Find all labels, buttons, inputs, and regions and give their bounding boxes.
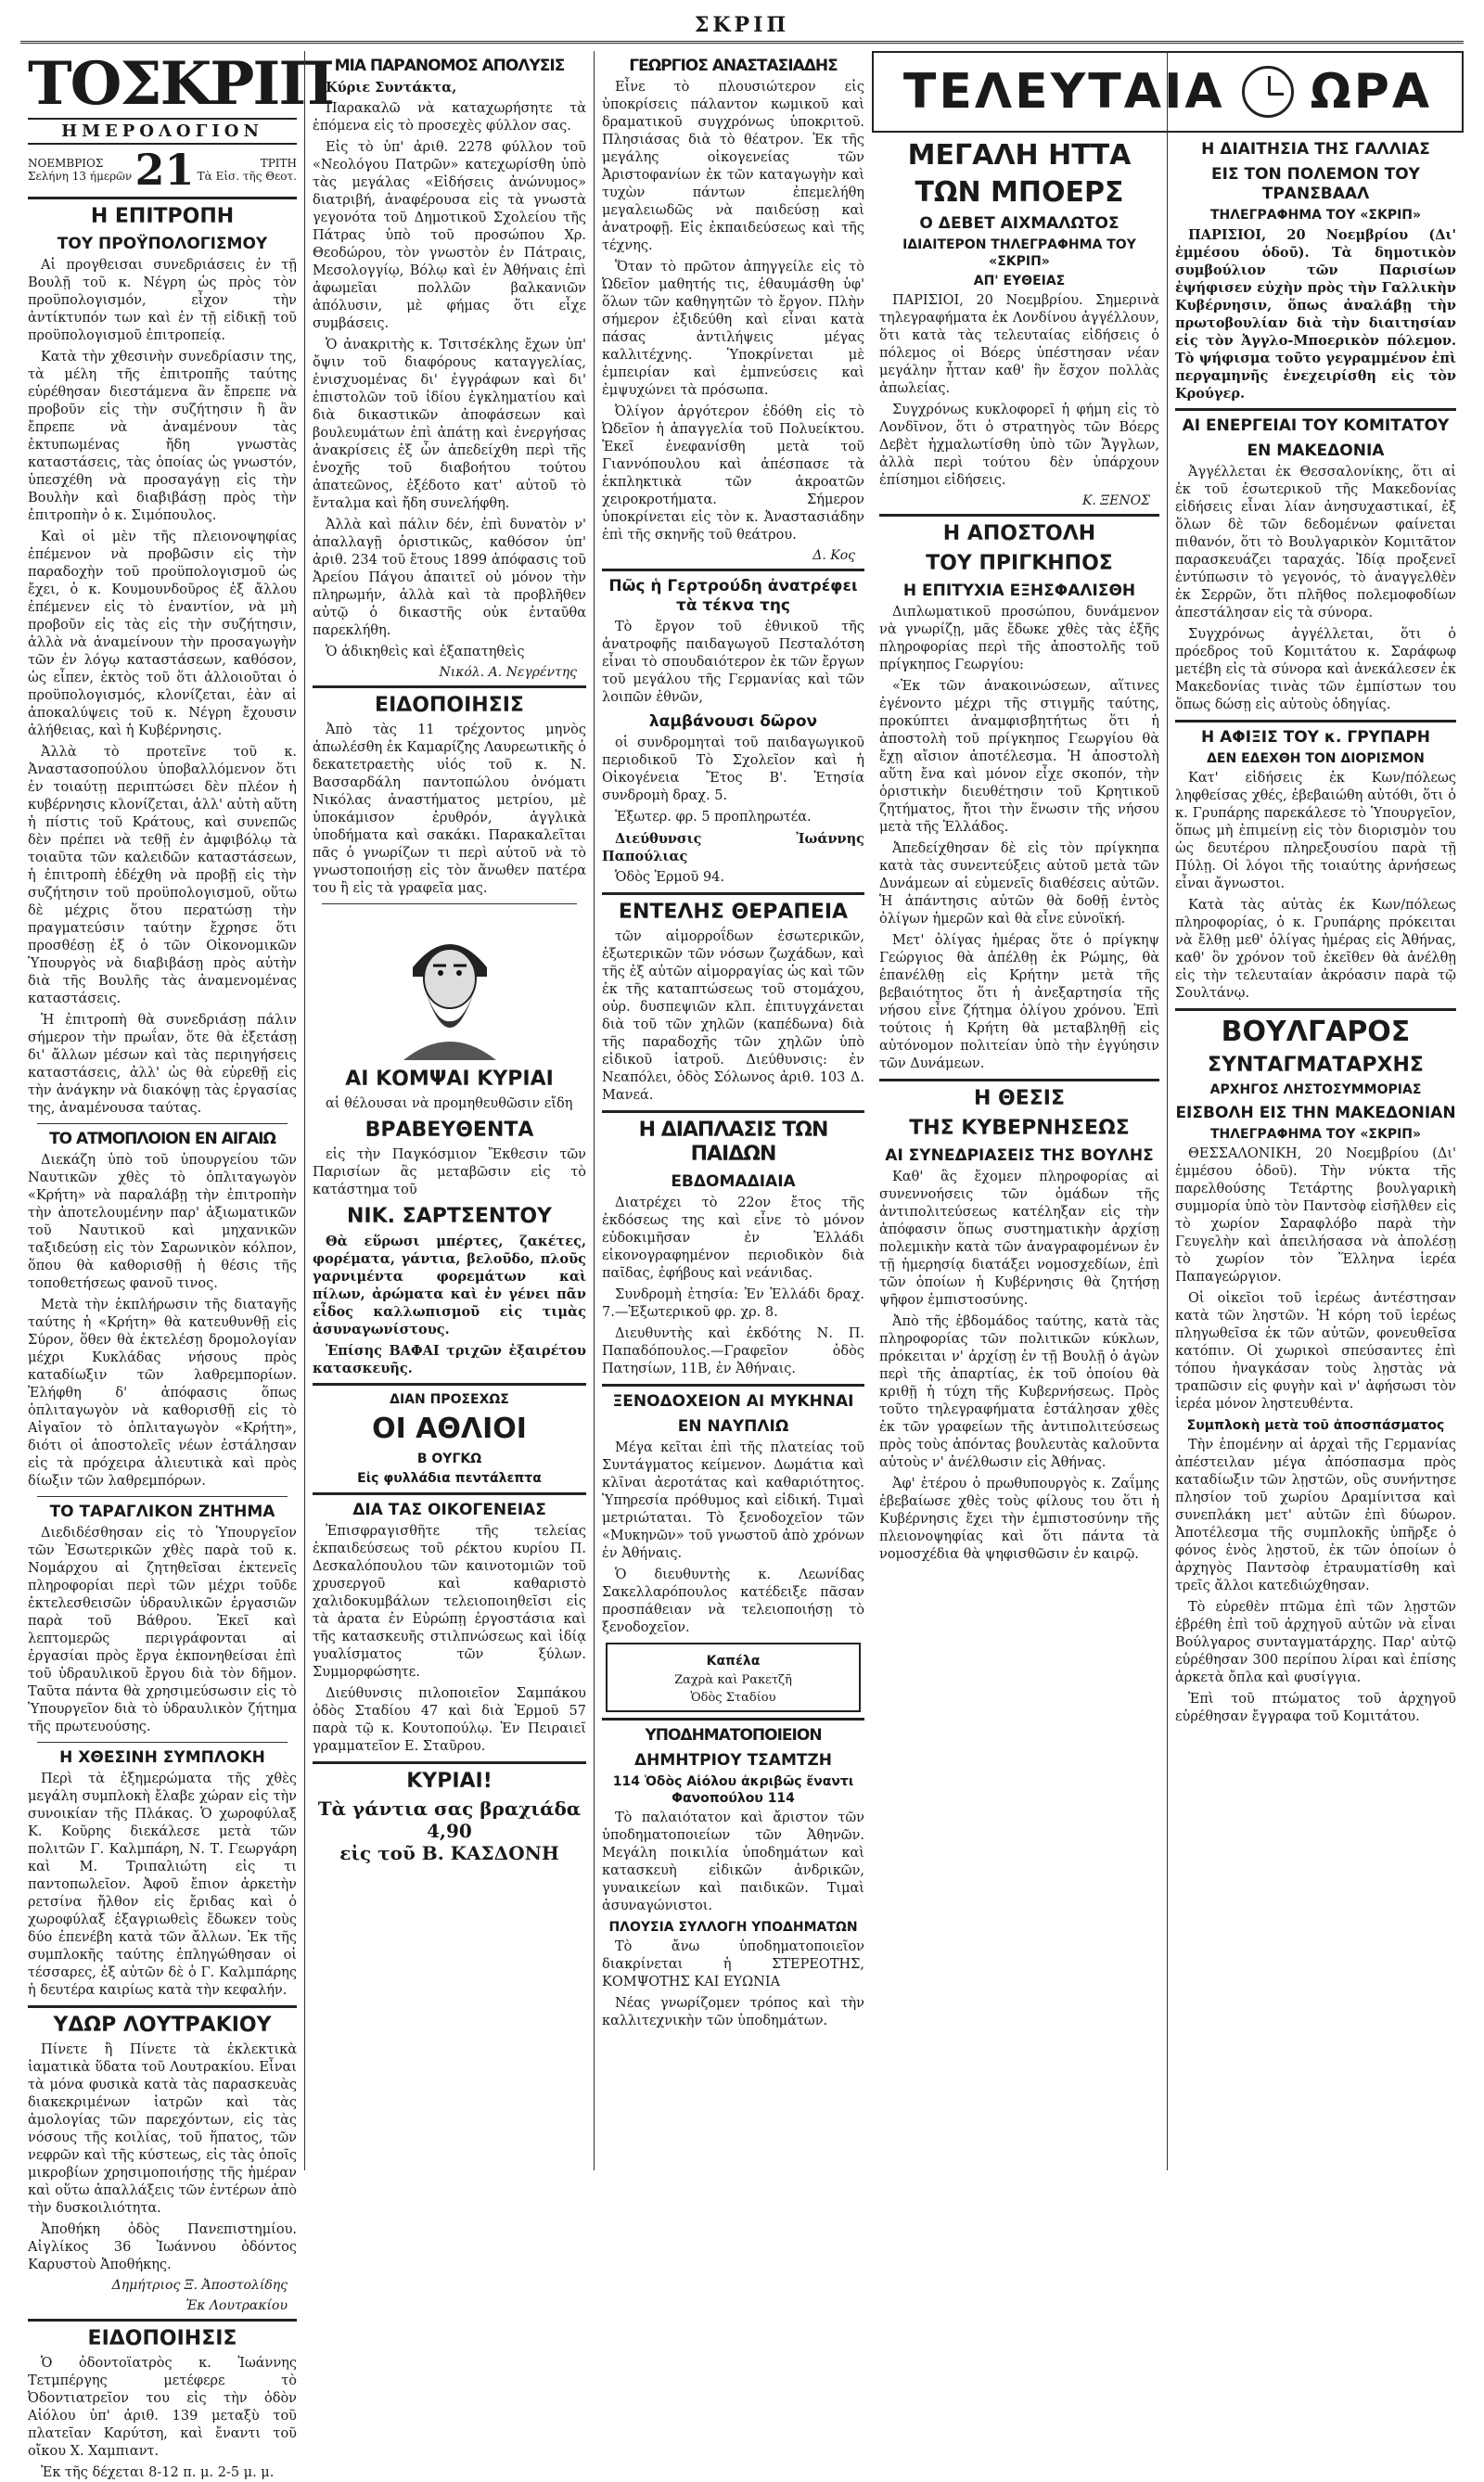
telegram-label: ΙΔΙΑΙΤΕΡΟΝ ΤΗΛΕΓΡΑΦΗΜΑ ΤΟΥ «ΣΚΡΙΠ» (902, 237, 1136, 269)
article-paragraph: Εἶνε τὸ πλουσιώτερον εἰς ὑποκρίσεις πάλαντον κωμικοῦ καὶ δραματικοῦ συγχρόνως ὑποκριτοῦ. Πλησιάσας διὰ τὸ θέατρον. Ἐκ τῆς μεγάλης οἰκογενείας τῶν Ἀριστοφανίων ἐκ τῶν καταγωγὴν καὶ τυχὼν πάντων ἐπεμελήθη μεγαλειωδῶς νὰ παιδεύσῃ καὶ ἀνατροφῇ. Εἰς ἐκπαιδεύσεως καὶ τῆς τέχνης. (602, 80, 864, 253)
article-signature: Κ. ΞΕΝΟΣ (1081, 493, 1150, 508)
moon-phase: Σελήνη 13 ήμερῶν (28, 170, 133, 183)
ad-heading: ΑΙ ΚΟΜΨΑΙ ΚΥΡΙΑΙ (345, 1068, 554, 1091)
newspaper-page (20, 41, 1464, 2480)
divider (602, 1384, 864, 1387)
ad-paragraph: Πίνετε ἢ Πίνετε τὰ ἐκλεκτικὰ ἰαματικὰ ὕδατα τοῦ Λουτρακίου. Εἶναι τὰ μόνα φυσικὰ κατὰ τὰς παρασκευὰς διακεκριμένων ἰατρῶν καὶ τὰς ἀμολογίας τῶν παρεχόντων, εἰς τὰς νόσους τῆς κοιλίας, τοῦ ἥπατος, τῶν νεφρῶν καὶ τῆς κύστεως, εἰς τὰς ὁποῖς μικροβίων χρησιμοποιήσῃς τῆς ἡμέραν καὶ οὕτω ἀπαλλάξεις τῶν ἐντέρων ἀπὸ τὴν δυσκοιλιότητα. (28, 2042, 297, 2216)
article-paragraph: Περὶ τὰ ἐξημερώματα τῆς χθὲς μεγάλη συμπλοκὴ ἔλαβε χώραν εἰς τὴν συνοικίαν τῆς Πλάκας. Ὁ χωροφύλαξ Κ. Κοῦρης διεκάλεσε μετὰ τῶν πολιτῶν Γ. Καλμπάρη, Ν. Τ. Γεωργάρη καὶ Μ. Τριπαλιώτη εἰς τι παντοπωλεῖον. Ἀφοῦ ἔπιον ἀρκετὴν ρετσίνα ἤλθον εἰς ἔριδας καὶ ὁ χωροφύλαξ ἐξαγριωθεὶς ἔδωκεν τοὺς δύο ἐπενέβη κατὰ τῶν ἄλλων. Ἐκ τῆς συμπλοκῆς ταύτης ἐπληγώθησαν οἱ τέσσαρες, ἐξ αὐτῶν δὲ ὁ Γ. Καλμπάρης ἡ δευτέρα καιρίως κατὰ τὴν κεφαλήν. (28, 1772, 297, 1998)
ad-author: Β ΟΥΓΚΩ (416, 1452, 482, 1466)
ad-subheading: ΕΝ ΝΑΥΠΛΙΩ (677, 1417, 789, 1436)
ad-signature: Δημήτριος Ξ. Ἀποστολίδης (111, 2278, 288, 2293)
banner-title-left: ΤΕΛΕΥΤΑΙΑ (902, 64, 1225, 120)
ad-heading: ΚΥΡΙΑΙ! (406, 1770, 493, 1793)
article-heading: Η ΔΙΑΙΤΗΣΙΑ ΤΗΣ ΓΑΛΛΙΑΣ (1201, 140, 1430, 159)
ad-paragraph: Διατρέχει τὸ 22ον ἔτος τῆς ἐκδόσεως της καὶ εἶνε τὸ μόνον εὐδοκιμῆσαν ἐν Ἑλλάδι εἰκονογραφημένον περιοδικὸν διὰ παῖδας, ἐφήβους καὶ νεάνιδας. (602, 1196, 864, 1281)
article-paragraph: Τὸ εὑρεθὲν πτῶμα ἐπὶ τῶν λῃστῶν ἐβρέθη ἐπὶ τοῦ ἀρχηγοῦ αὐτῶν νὰ εἶναι Βούλγαρος συνταγματάρχης. Παρ' αὐτῷ εὑρέθησαν 300 περίπου λίραι καὶ ἐπίσης ἀρκετὰ ὄπλα καὶ φυσίγγια. (1175, 1600, 1456, 1685)
banner-title-right: ΩΡΑ (1310, 64, 1433, 120)
ad-paragraph: Ὁδὸς Ἑρμοῦ 94. (615, 870, 725, 885)
article-subheading: Συμπλοκὴ μετὰ τοῦ ἀποσπάσματος (1186, 1418, 1445, 1433)
ad-box-title: Καπέλα (706, 1654, 761, 1669)
article-paragraph: Ὅταν τὸ πρῶτον ἀπηγγείλε εἰς τὸ Ὠδεῖον μαθητής τις, ἐθαυμάσθη ὑφ' ὅλων τῶν καθηγητῶν τὸ ἔργον. Πλὴν σήμερον ἐξιδεύθη καὶ εἶναι κατὰ πάσας ἀντιλήψεις μέγας καλλιτέχνης. Ὑποκρίνεται μὲ ἐμπειρίαν καὶ ἐμπνεύσεις καὶ ἐμψυχώνει τὰ πρόσωπα. (602, 260, 864, 398)
article-subheading: ΑΙ ΣΥΝΕΔΡΙΑΣΕΙΣ ΤΗΣ ΒΟΥΛΗΣ (885, 1146, 1154, 1165)
divider (322, 903, 577, 904)
article-heading: ΤΟΥ ΠΡΙΓΚΗΠΟΣ (926, 552, 1113, 575)
divider (313, 1492, 586, 1495)
divider (37, 1496, 288, 1497)
date-weekday: ΤΡΙΤΗ (260, 157, 297, 170)
ad-paragraph: οἱ συνδρομηταὶ τοῦ παιδαγωγικοῦ περιοδικοῦ Τὸ Σχολεῖον καὶ ἡ Οἰκογένεια Ἔτος Β'. Ἐτησία συνδρομὴ δραχ. 5. (602, 736, 864, 803)
article-subheading: ΕΙΣΒΟΛΗ ΕΙΣ ΤΗΝ ΜΑΚΕΔΟΝΙΑΝ (1175, 1104, 1456, 1122)
ad-paragraph: Διευθυντὴς καὶ ἐκδότης Ν. Π. Παπαδόπουλος.—Γραφεῖον ὁδὸς Πατησίων, 11Β, ἐν Ἀθήναις. (602, 1326, 864, 1376)
article-subheading: ΕΝ ΜΑΚΕΔΟΝΙΑ (1247, 441, 1385, 460)
ad-paragraph: Θὰ εὕρωσι μπέρτες, ζακέτες, φορέματα, γάντια, βελοῦδο, πλοῦς γαρνιμέντα φορεμάτων καὶ πίλων, ἀρώματα καὶ ἐν γένει πᾶν εἶδος καλλωπισμοῦ εἰς τιμὰς ἀσυναγωνίστους. (313, 1234, 586, 1337)
ad-paragraph: Ἐπίσης ΒΑΦΑΙ τριχῶν ἐξαιρέτου κατασκευῆς. (313, 1343, 586, 1376)
column-3 (594, 51, 872, 2170)
ad-paragraph: Ἐπισφραγισθῆτε τῆς τελείας ἐκπαιδεύσεως τοῦ ρέκτου κυρίου Π. Δεσκαλόπουλου τῶν καινοτομιῶν τοῦ χρυσεργοῦ καὶ καθαριστὸ χαλιδοκυμβάλων τελειοποιηθεῖσι εἰς τὰ ἀρατα ἐν Εὐρώπῃ ἐργοστάσια καὶ τῆς κατασκευῆς στιλπνώσεως καὶ ἰδίᾳ γυαλίσματος τῶν ξύλων. Συμμορφώσητε. (313, 1524, 586, 1680)
article-subheading: ΑΡΧΗΓΟΣ ΛΗΣΤΟΣΥΜΜΟΡΙΑΣ (1209, 1082, 1422, 1097)
article-paragraph: Ἐπὶ τοῦ πτώματος τοῦ ἀρχηγοῦ εὑρέθησαν ἔγγραφα τοῦ Κομιτάτου. (1175, 1692, 1456, 1724)
ad-paragraph: Μέγα κεῖται ἐπὶ τῆς πλατείας τοῦ Συντάγματος κείμενον. Δωμάτια καὶ κλῖναι ἀεροτάτας καὶ καθαριότητος. Ὑπηρεσία πρόθυμος καὶ εἰδική. Τιμαὶ μετριώταται. Τὸ ξενοδοχεῖον τῶν «Μυκηνῶν» τοῦ γνωστοῦ ἀπὸ χρόνων ἐν Ἀθήναις. (602, 1440, 864, 1561)
article-paragraph: Μετ' ὀλίγας ἡμέρας ὅτε ὁ πρίγκηψ Γεώργιος θὰ ἀπέλθῃ ἐκ Ρώμης, θὰ ἐπανέλθῃ εἰς Κρήτην μετὰ τῆς βεβαιότητος ὅτι ἡ ἀνεξαρτησία τῆς νήσου εἶνε ζήτημα ὀλίγου χρόνου. Ἐπὶ τούτοις ἡ Κρήτη θὰ μεταβληθῇ εἰς αὐτόνομον πολιτείαν ὑπὸ τὴν ἐγγύησιν τῶν Δυνάμεων. (879, 933, 1159, 1071)
article-paragraph: Καθ' ἃς ἔχομεν πληροφορίας αἱ συνεννοήσεις τῶν ὁμάδων τῆς ἀντιπολιτεύσεως κατέληξαν εἰς τὴν ἀπόφασιν ὅπως συστηματικὴν ἀρχίσῃ πολεμικὴν κατὰ τῶν ἀναγραφομένων ἐν τῇ ἡμερησίᾳ διατάξει νομοσχεδίων, ἐπὶ τῶν ὁποίων ἡ Κυβέρνησις θὰ ζητήσῃ ψῆφον ἐμπιστοσύνης. (879, 1170, 1159, 1308)
column-4 (872, 51, 1167, 2170)
ad-heading: ΔΙΑ ΤΑΣ ΟΙΚΟΓΕΝΕΙΑΣ (352, 1501, 546, 1519)
divider (28, 2005, 297, 2008)
date-day-number: 21 (134, 145, 195, 195)
notice-paragraph: Ἀπὸ τὰς 11 τρέχοντος μηνὸς ἀπωλέσθη ἐκ Καμαρίζης Λαυρεωτικῆς ὁ δεκατετραετὴς υἱός τοῦ κ. Ν. Βασσαρδάλη παντοπώλου ὀνόματι Νικόλας ἀναστήματος μετρίου, μὲ ὑποκάμισον ἐρυθρόν, ἀγγλικὰ ὑποδήματα καὶ σακάκι. Παρακαλεῖται πᾶς ὁ γνωρίζων τι περὶ αὐτοῦ νὰ τὸ γνωστοποιήσῃ εἰς τὸν ἄνωθεν πατέρα του ἢ εἰς τὰ γραφεῖα μας. (313, 723, 586, 896)
telegram-label: ΤΗΛΕΓΡΑΦΗΜΑ ΤΟΥ «ΣΚΡΙΠ» (1209, 1127, 1422, 1142)
article-paragraph: Ἀφ' ἑτέρου ὁ πρωθυπουργὸς κ. Ζαΐμης ἐβεβαίωσε χθὲς τοὺς φίλους του ὅτι ἡ Κυβέρνησις ἔχει τὴν ἐμπιστοσύνην τῆς πλειονοψηφίας καὶ ὅτι πάντα τὰ νομοσχέδια θὰ ψηφισθῶσιν ἐν καιρῷ. (879, 1477, 1159, 1562)
article-paragraph: ΠΑΡΙΣΙΟΙ, 20 Νοεμβρίου. Σημερινὰ τηλεγραφήματα ἐκ Λονδίνου ἀγγέλλουν, ὅτι κατὰ τὰς τελευταίας εἰδήσεις ὁ πόλεμος οἱ Βόερς ὑπέστησαν νέαν μεγάλην ἧτταν καθ' ἣν ἔσχον πολλὰς ἀπωλείας. (879, 293, 1159, 396)
column-2 (304, 51, 594, 2170)
notice-paragraph: Ὁ ὀδοντοϊατρὸς κ. Ἰωάννης Τετμπέργης μετέφερε τὸ Ὀδοντιατρεῖον του εἰς τὴν ὁδὸν Αἰόλου ὑπ' ἀριθ. 139 μεταξὺ τοῦ πλατεῖαν Καρύτση, καὶ ἔναντι τοῦ οἴκου Χ. Χαμπιαντ. (28, 2356, 297, 2459)
divider (313, 1761, 586, 1764)
letter-salutation: Κύριε Συντάκτα, (326, 80, 457, 96)
article-paragraph: Ἡ ἐπιτροπὴ θὰ συνεδριάσῃ πάλιν σήμερον τὴν πρωΐαν, ὅτε θὰ ἐξετάσῃ δι' ἄλλων μέσων καὶ τὰς περιηγήσεις καταστάσεις, ἀλλ' ὡς θὰ εὑρεθῇ εἰς τὴν ἀνάγκην νὰ διακόψῃ τὰς ἐργασίας της, ἀναμένουσα ταύτας. (28, 1013, 297, 1116)
divider (1175, 1008, 1456, 1011)
ad-heading: ΟΙ ΑΘΛΙΟΙ (372, 1413, 527, 1445)
article-heading: ΒΟΥΛΓΑΡΟΣ (1221, 1016, 1411, 1048)
article-paragraph: Κατ' εἰδήσεις ἐκ Κων/πόλεως ληφθείσας χθές, ἐβεβαιώθη αὐτόθι, ὅτι ὁ κ. Γρυπάρης παρεκάλεσε τὸ Ὑπουργεῖον, ὅπως μὴ ἐπιμείνῃ εἰς τὸν διορισμὸν του ὡς δευτέρου πληρεξουσίου παρὰ τῇ Πύλῃ. Οἱ λόγοι τῆς τοιαύτης ἀρνήσεως εἶναι ἄγνωστοι. (1175, 771, 1456, 891)
article-paragraph: Ἀγγέλλεται ἐκ Θεσσαλονίκης, ὅτι αἱ ἐκ τοῦ ἐσωτερικοῦ τῆς Μακεδονίας εἰδήσεις εἶναι λίαν ἀνησυχαστικαί, ἐξ ὅλων δὲ τῶν δεδομένων φαίνεται πιθανόν, ὅτι τὸ Βουλγαρικὸν Κομιτᾶτον παρασκευάζει ταραχάς. Ἰδίᾳ προξενεῖ ἐντύπωσιν τὸ γεγονός, τὸ ἀναγγελθὲν ἐκ Σερρῶν, ὅτι πλῆθος πολεμοφοδίων ἀπεστάλησαν εἰς τὰ σύνορα. (1175, 465, 1456, 620)
ad-paragraph: Συνδρομὴ ἐτησία: Ἐν Ἑλλάδι δραχ. 7.—Ἐξωτερικοῦ φρ. χρ. 8. (602, 1287, 864, 1320)
article-paragraph: ΠΑΡΙΣΙΟΙ, 20 Νοεμβρίου (Δι' ἐμμέσου ὁδοῦ). Τὰ δημοτικὸν συμβούλιον τῶν Παρισίων ἐψήφισεν εὐχὴν πρὸς τὴν Γαλλικὴν Κυβέρνησιν, ὅπως ἀναλάβῃ τὴν πρωτοβουλίαν διὰ τὴν διαιτησίαν εἰς τὸν Ἀγγλο-Μποερικὸν πόλεμον. Τὸ ψήφισμα τοῦτο γεγραμμένον ἐπὶ περγαμηνῆς ἐνεχειρίσθη εἰς τὸν Κρούγερ. (1175, 227, 1456, 402)
ad-paragraph: Νέας γνωρίζομεν τρόπος καὶ τὴν καλλιτεχνικὴν τῶν ὑποδημάτων. (602, 1996, 864, 2028)
divider (313, 1383, 586, 1386)
article-paragraph: Τὴν ἑπομένην αἱ ἀρχαὶ τῆς Γερμανίας ἀπέστειλαν μέγα ἀπόσπασμα πρὸς καταδίωξιν τῶν λῃστῶν, οὓς συνήντησε πλησίον τοῦ χωρίου Δραμίνιτσα καὶ συνεπλάκη μετ' αὐτῶν ἐπὶ δύωρον. Ἀποτέλεσμα τῆς συμπλοκῆς ὑπῆρξε ὁ φόνος ἑνὸς λῃστοῦ, ἐκ τῶν ὁποίων ὁ ἀρχηγὸς Παντσὸφ ἐτραυματίσθη καὶ τρεῖς ἄλλοι κατεδιώχθησαν. (1175, 1438, 1456, 1593)
notice-heading: ΕΙΔΟΠΟΙΗΣΙΣ (375, 694, 524, 717)
ad-paragraph: Τὸ ἄνω ὑποδηματοποιεῖον διακρίνεται ἡ ΣΤΕΡΕΟΤΗΣ, ΚΟΜΨΟΤΗΣ ΚΑΙ ΕΥΩΝΙΑ (602, 1939, 864, 1989)
masthead-title: ΤΟΣΚΡΙΠ (28, 49, 333, 119)
ad-heading: ΠΛΟΥΣΙΑ ΣΥΛΛΟΓΗ ΥΠΟΔΗΜΑΤΩΝ (608, 1920, 858, 1935)
ad-heading: ΥΠΟΔΗΜΑΤΟΠΟΙΕΙΟΝ (645, 1726, 822, 1745)
ad-paragraph: Διεύθυνσις πιλοποιεῖον Σαμπάκου ὁδὸς Σταδίου 47 καὶ διὰ Ἑρμοῦ 57 παρὰ τῷ κ. Κουτοπούλῳ. Ἐν Πειραιεῖ γραμματεῖον Ε. Σταῦρου. (313, 1686, 586, 1754)
article-subheading: Ο ΔΕΒΕΤ ΑΙΧΜΑΛΩΤΟΣ (919, 214, 1119, 233)
article-paragraph: Συγχρόνως ἀγγέλλεται, ὅτι ὁ πρόεδρος τοῦ Κομιτάτου κ. Σαράφωφ μετέβη εἰς τὰ σύνορα καὶ ἀνεκάλεσεν ἐκ Μακεδονίας τινὰς τῶν ἐμπίστων του ὅπως δώσῃ εἰς αὐτοὺς ὁδηγίας. (1175, 627, 1456, 712)
ad-paragraph: Τὸ παλαιότατον καὶ ἄριστον τῶν ὑποδηματοποιείων τῶν Ἀθηνῶν. Μεγάλη ποικιλία ὑποδημάτων καὶ κατασκευὴ εἰδικῶν ἀνδρικῶν, γυναικείων καὶ παιδικῶν. Τιμαὶ ἀσυναγώνιστοι. (602, 1810, 864, 1913)
article-heading: ΣΥΝΤΑΓΜΑΤΑΡΧΗΣ (1208, 1054, 1424, 1077)
ad-subheading: ΔΗΜΗΤΡΙΟΥ ΤΣΑΜΤΖΗ (633, 1751, 833, 1770)
article-subheading: ΔΕΝ ΕΔΕΧΘΗ ΤΟΝ ΔΙΟΡΙΣΜΟΝ (1207, 751, 1425, 766)
article-heading: Η ΕΠΙΤΡΟΠΗ (90, 205, 235, 228)
article-paragraph: Καὶ οἱ μὲν τῆς πλειονοψηφίας ἐπέμενον νὰ προβῶσιν εἰς τὴν παραδοχὴν τοῦ προϋπολογισμοῦ ὡς ἔχει, ὁ κ. Κουμουνδοῦρος ἐξ ἄλλου ἐπέμενεν εἰς τὸ ἐναντίον, νὰ μὴ προβοῦν εἰς τὰς εἰς τὴν συζήτησιν, ἀλλὰ νὰ ἀναμείνουν τὴν προσαγωγὴν τῶν ἐν λόγῳ καταστάσεων, καθόσον, ὡς εἶπεν, ἐκτὸς τοῦ ὅτι ἀλλοιοῦται ὁ προϋπολογισμός, κλονίζεται, ἐὰν αἱ ἀποκαλύψεις τοῦ κ. Νέγρη ἔχουσιν ἀλήθειας, καὶ ἡ Κυβέρνησις. (28, 530, 297, 738)
dateline (28, 145, 297, 195)
notice-hours: Ἐκ τῆς δέχεται 8-12 π. μ. 2-5 μ. μ. (41, 2465, 275, 2480)
bearded-man-portrait-icon (385, 912, 515, 1060)
ad-heading: ΥΔΩΡ ΛΟΥΤΡΑΚΙΟΥ (53, 2014, 272, 2037)
masthead-subtitle: ΗΜΕΡΟΛΟΓΙΟΝ (28, 118, 297, 145)
ad-address: 114 Ὁδὸς Αἰόλου ἀκριβῶς ἔναντι Φανοπούλου 114 (612, 1774, 854, 1806)
article-paragraph: Κατὰ τὰς αὐτὰς ἐκ Κων/πόλεως πληροφορίας, ὁ κ. Γρυπάρης πρόκειται νὰ ἔλθῃ μεθ' ὀλίγας ἡμέρας εἰς Ἀθήνας, καθ' ὃν χρόνον τοῦ ἐκεῖθεν θὰ ἀνέλθῃ εἰς τὴν τελευταίαν ἀκρόασιν παρὰ τῷ Σουλτάνῳ. (1175, 898, 1456, 1001)
column-1 (20, 49, 333, 2480)
telegram-label: ΤΗΛΕΓΡΑΦΗΜΑ ΤΟΥ «ΣΚΡΙΠ» (1209, 208, 1422, 223)
article-paragraph: Ἀπεδείχθησαν δὲ εἰς τὸν πρίγκηπα κατὰ τὰς συνεντεύξεις αὐτοῦ μετὰ τῶν Δυνάμεων αἱ εὐμενεῖς διαθέσεις αὐτῶν. Ἡ ἀπάντησις αὐτῶν θὰ δοθῇ ἐντὸς ὀλίγων ἡμερῶν καὶ θὰ εἶνε εὐνοϊκή. (879, 841, 1159, 927)
ad-price: Τὰ γάντια σας βραχιάδα 4,90 (317, 1798, 582, 1842)
notice-heading: ΕΙΔΟΠΟΙΗΣΙΣ (87, 2327, 237, 2350)
article-heading: ΤΗΣ ΚΥΒΕΡΝΗΣΕΩΣ (909, 1117, 1130, 1140)
article-paragraph: Αἱ προγθεισαι συνεδριάσεις ἐν τῇ Βουλῇ τοῦ κ. Νέγρη ὡς πρὸς τὸν προϋπολογισμόν, εἶχον τὴν ἀντίκτυπόν των καὶ ἐν τῇ εἰδικῇ τοῦ προϋπολογισμοῦ ἐπιτροπείᾳ. (28, 258, 297, 343)
article-signature: Δ. Κος (812, 548, 855, 563)
divider (602, 1718, 864, 1721)
article-heading: ΜΙΑ ΠΑΡΑΝΟΜΟΣ ΑΠΟΛΥΣΙΣ (334, 57, 565, 75)
article-paragraph: Διεδιδέσθησαν εἰς τὸ Ὑπουργεῖον τῶν Ἐσωτερικῶν χθὲς παρὰ τοῦ κ. Νομάρχου αἱ ζητηθεῖσαι ἐκτενεῖς πληροφορίαι περὶ τῶν μέχρι τοῦδε ἐκτελεσθεισῶν ὑδραυλικῶν ἐργασιῶν παρὰ τοῦ Βάθρου. Ἐκεῖ καὶ λεπτομερῶς περιγράφονται αἱ ἐργασίαι πρὸς ἔργα ἐκπονηθείσαι ἐπὶ τοῦ ὑδραυλικοῦ ἔργου διὰ τὸν δῆμον. Ταῦτα πάντα θὰ χρησιμεύσωσιν εἰς τὸ Ὑπουργεῖον διὰ τὸ ὑδραυλικὸν ζήτημα τῆς πρωτευούσης. (28, 1526, 297, 1734)
ad-paragraph: εἰς τὴν Παγκόσμιον Ἔκθεσιν τῶν Παρισίων ἂς μεταβῶσιν εἰς τὸ κατάστημα τοῦ (313, 1147, 586, 1197)
article-heading: Η ΧΘΕΣΙΝΗ ΣΥΜΠΛΟΚΗ (59, 1748, 265, 1767)
ad-shop-name: εἰς τοῦ Β. ΚΑΣΔΟΝΗ (339, 1842, 559, 1864)
ad-paragraph: Ἐξωτερ. φρ. 5 προπληρωτέα. (615, 810, 812, 825)
article-paragraph: Ὁ ἀνακριτὴς κ. Τσιτσέκλης ἔχων ὑπ' ὄψιν τοῦ διαφόρους καταγγελίας, ἐνισχυομένας δι' ἐγγράφων καὶ δι' ἐπιστολῶν τοῦ ἰδίου ἐγκληματίου καὶ διὰ δικαστικῶν ἀποφάσεων καὶ βουλευμάτων ἐπὶ ἀπάτῃ καὶ ἐνεργήσας ἀνακρίσεις ἐξ ὧν ἀπεδείχθη περὶ τῆς ἐνοχῆς τοῦ διαβοήτου τούτου ἀπατεῶνος, ἐξέδοτο κατ' αὐτοῦ τὸ ἔνταλμα καὶ ἤδη συνελήφθη. (313, 338, 586, 511)
ad-box (606, 1643, 861, 1712)
ad-paragraph: Τὸ ἔργον τοῦ ἐθνικοῦ τῆς ἀνατροφῆς παιδαγωγοῦ Πεσταλότση εἶναι τὸ σπουδαιότερον ἐκ τῶν ἔργων τοῦ μεγάλου τῆς Γερμανίας καὶ τῶν λοιπῶν ἐθνῶν, (602, 620, 864, 705)
divider (37, 1742, 288, 1743)
article-heading: ΤΟ ΤΑΡΑΓΛΙΚΟΝ ΖΗΤΗΜΑ (49, 1503, 275, 1521)
ad-heading: ΔΙΑΝ ΠΡΟΣΕΧΩΣ (390, 1392, 509, 1407)
running-head: ΣΚΡΙΠ (694, 13, 790, 37)
ad-heading: Η ΔΙΑΠΛΑΣΙΣ ΤΩΝ ΠΑΙΔΩΝ (638, 1119, 828, 1166)
article-paragraph: Παρακαλῶ νὰ καταχωρήσητε τὰ ἑπόμενα εἰς τὸ προσεχὲς φύλλον σας. (313, 101, 586, 134)
article-heading: ΜΕΓΑΛΗ ΗΤΤΑ (907, 139, 1132, 172)
letter-signature: Νικόλ. Α. Νεγρέντης (439, 665, 577, 680)
ad-paragraph: αἱ θέλουσαι νὰ προμηθευθῶσιν εἴδη (326, 1096, 573, 1111)
divider (602, 1110, 864, 1113)
article-paragraph: Μετὰ τὴν ἐκπλήρωσιν τῆς διαταγῆς ταύτης ἡ «Κρήτη» θὰ κατευθυνθῇ εἰς Σύρον, ὅθεν θὰ ἐκτελέσῃ δρομολογίαν μέχρι Κυκλάδας νήσους πρὸς καταδίωξιν τῶν λαθρεμπορίων. Ἐλήφθη δ' ἀπόφασις ὅπως ὁπλιταγωγὸν νὰ καθορισθῇ εἰς τὸ Αἰγαῖον τὸ ὁπλιταγωγὸν «Κρήτη», διότι οἱ ἀποστολεῖς νέων ἐστάλησαν εἰς τὰ πρόχειρα ἁλιευτικὰ καὶ πρὸς δίωξιν τῶν λαθρεμπόρων. (28, 1298, 297, 1489)
ad-box-line: Ὁδὸς Σταδίου (690, 1691, 776, 1705)
article-heading: ΕΙΣ ΤΟΝ ΠΟΛΕΜΟΝ ΤΟΥ ΤΡΑΝΣΒΑΑΛ (1211, 165, 1420, 203)
ad-paragraph: Ἀποθήκη ὁδὸς Πανεπιστημίου. Αἰγλίκος 36 Ἰωάννου ὀδόντος Καρυστοὺ Ἀποθήκης. (28, 2222, 297, 2272)
feast-day: Τὰ Εἰσ. τῆς Θεοτ. (197, 170, 297, 183)
article-paragraph: Ὀλίγον ἀργότερον ἐδόθη εἰς τὸ Ὠδεῖον ἡ ἀπαγγελία τοῦ Πολυείκτου. Ἐκεῖ ἐνεφανίσθη μετὰ τοῦ Γιαννόπουλου καὶ ἀπέσπασε τὰ ἐκπληκτικὰ τῶν ἀκροατῶν χειροκροτήματα. Σήμερον ὑποκρίνεται εἰς τὸν κ. Ἀναστασιάδην ἐπὶ τῆς σκηνῆς τοῦ θεάτρου. (602, 404, 864, 543)
ad-signature-location: Ἐκ Λουτρακίου (186, 2298, 288, 2313)
article-paragraph: Ἀλλὰ καὶ πάλιν δέν, ἐπὶ δυνατὸν ν' ἀπαλλαγῇ ὀριστικῶς, καθόσον ὑπ' ἀριθ. 234 τοῦ ἔτους 1899 ἀπόφασις τοῦ Ἀρείου Πάγου ἀπαιτεῖ οὐ μόνον τὴν πληρωμήν, ἀλλὰ καὶ τὰ προβλῆθεν αὐτῷ ὁ δικαστῆς οὐκ ἐνταῦθα παρεκλήθη. (313, 518, 586, 638)
letter-closing: Ὁ ἀδικηθεὶς καὶ ἐξαπατηθεὶς (326, 645, 525, 659)
article-paragraph: Εἰς τὸ ὑπ' ἀριθ. 2278 φύλλον τοῦ «Νεολόγου Πατρῶν» κατεχωρίσθη ὑπὸ τὰς μεγάλας «Εἰδήσεις ἀνώνυμος» διατριβή, ἀναφέρουσα εἰς τὰ γνωστὰ γεγονότα τοῦ Δημοτικοῦ Σχολείου τῆς Πάτρας ὑπὸ τοῦ προσώπου Χρ. Θεοδώρου, τὸν γνωστὸν ἐν Πάτραις, Μεσολογγίῳ, Βόλῳ καὶ ἐν Ἀθήναις ἐπὶ ἀφωμεῖαι πολλῶν βαλκανιῶν ἀπόλυσιν, μὲ φήμας ὅτι εἶχε συμβάσεις. (313, 140, 586, 331)
ad-box-line: Ζαχρὰ καὶ Ρακετζῆ (674, 1673, 792, 1687)
ad-heading: Πῶς ἡ Γερτρούδη ἀνατρέφει τὰ τέκνα της (608, 577, 858, 615)
article-paragraph: Ἀλλὰ τὸ προτεῖνε τοῦ κ. Ἀναστασοπούλου ὑποβαλλόμενον ὅτι ἐν τοιαύτῃ περιπτώσει δὲν πλέον ἡ κυβέρνησις κλονίζεται, ἀλλ' αὐτὴ αὕτη ἡ πίστις τοῦ Κράτους, καὶ συνεπῶς δὲν πρέπει νὰ τεθῇ ἐν ἀμφιβόλῳ τὰ τοιαῦτα τῶν καλειδῶν καταστάσεων, ἡ ἐπιτροπὴ ἐδέχθη νὰ προβῇ εἰς τὴν συζήτησιν τοῦ προϋπολογισμοῦ, οὕτω δὲ μέχρις ὅτου περατώσῃ τὴν πραγματεύσιν ταύτην ἔχρησε ὅτι προσθέσῃ ἐξ ὁ τῶν Οἰκονομικῶν Ὑπουργὸς νὰ διαβιβάσῃ πρὸς αὐτὴν διὰ τῆς Βουλῆς τὰς ἀναμενομένας καταστάσεις. (28, 745, 297, 1006)
column-5 (1167, 51, 1464, 2170)
article-heading: ΤΩΝ ΜΠΟΕΡΣ (915, 176, 1124, 209)
ad-heading: λαμβάνουσι δῶρον (648, 712, 818, 731)
divider (879, 1079, 1159, 1081)
ad-paragraph: Διεύθυνσις Ἰωάννης Παπούλιας (602, 831, 864, 864)
article-heading: ΤΟ ΑΤΜΟΠΛΟΙΟΝ ΕΝ ΑΙΓΑΙΩ (49, 1130, 275, 1148)
article-heading: Η ΑΠΟΣΤΟΛΗ (942, 522, 1096, 545)
divider (602, 569, 864, 571)
article-paragraph: Ἀπὸ τῆς ἑβδομάδος ταύτης, κατὰ τὰς πληροφορίας τῶν πολιτικῶν κύκλων, πρόκειται ν' ἀρχίσῃ ἐν τῇ Βουλῇ ὁ ἀγὼν περὶ τῆς ἀπαρτίας, ἐκ τοῦ ὁποίου θὰ κριθῇ ἡ τύχη τῆς Κυβερνήσεως. Πρὸς τοῦτο τηλεγραφήματα ἐστάλησαν χθὲς ἐκ τῶν γραφείων τῆς ἀντιπολιτεύσεως πρὸς τοὺς ἀπόντας βουλευτὰς καλοῦντα αὐτοὺς ν' ἀνέλθωσιν εἰς Ἀθήνας. (879, 1314, 1159, 1470)
article-paragraph: ΘΕΣΣΑΛΟΝΙΚΗ, 20 Νοεμβρίου (Δι' ἐμμέσου ὁδοῦ). Τὴν νύκτα τῆς παρελθούσης Τετάρτης βουλγαρικὴ συμμορία ὑπὸ τὸν Παντσὸφ εἰσῆλθεν εἰς τὸ χωρίον Σαραφλόβο παρὰ τὴν Γευγελὴν καὶ ἀπειλήσασα νὰ ἀπολέσῃ τὸ χωρίον τὸν Ἕλληνα ἱερέα Παπαγεώργιον. (1175, 1146, 1456, 1285)
ad-format: Εἰς φυλλάδια πεντάλεπτα (357, 1471, 542, 1486)
divider (28, 197, 297, 199)
divider (37, 1123, 288, 1124)
date-month: ΝΟΕΜΒΡΙΟΣ (28, 157, 104, 170)
divider (602, 892, 864, 895)
divider (1175, 720, 1456, 723)
divider (28, 2319, 297, 2322)
article-paragraph: Κατὰ τὴν χθεσινὴν συνεδρίασιν της, τὰ μέλη τῆς ἐπιτροπῆς ταύτης εὑρέθησαν διεστάμενα ἂν ἔπρεπε νὰ προβοῦν εἰς τὴν συζήτησιν ἢ ἂν ἔπρεπε νὰ ἀναμένουν τὰς ἐκτυπωμένας ἤδη γνωστὰς καταστάσεις, τὰς ὁποίας ὡς γνωστόν, ὑπεσχέθη νὰ προσαγάγῃ εἰς τὴν Βουλὴν καὶ διαβιβάσῃ πρὸς τὴν ἐπιτροπὴν ὁ κ. Σιμόπουλος. (28, 350, 297, 523)
ad-subheading: ΕΒΔΟΜΑΔΙΑΙΑ (671, 1172, 796, 1191)
article-heading: ΓΕΩΡΓΙΟΣ ΑΝΑΣΤΑΣΙΑΔΗΣ (629, 57, 838, 75)
article-paragraph: Διπλωματικοῦ προσώπου, δυνάμενον νὰ γνωρίζῃ, μᾶς ἔδωκε χθὲς τὰς ἑξῆς πληροφορίας περὶ τῆς ἀποστολῆς τοῦ πρίγκηπος Γεωργίου: (879, 605, 1159, 672)
article-paragraph: Συγχρόνως κυκλοφορεῖ ἡ φήμη εἰς τὸ Λονδῖνον, ὅτι ὁ στρατηγὸς τῶν Βόερς Δεβὲτ ἠχμαλωτίσθη ὑπὸ τῶν Ἄγγλων, ἀλλὰ περὶ τούτου δὲν ὑπάρχουν ἐπίσημοι εἰδήσεις. (879, 403, 1159, 488)
divider (313, 685, 586, 688)
article-paragraph: Διεκάζη ὑπὸ τοῦ ὑπουργείου τῶν Ναυτικῶν χθὲς τὸ ὁπλιταγωγὸν «Κρήτη» νὰ παραλάβῃ τὴν ἐπιτροπὴν τὴν ἀποτελουμένην παρ' ἀξιωματικῶν τοῦ Ναυτικοῦ καὶ μηχανικῶν ταξιδεύσῃ εἰς τὸν Σαρωνικὸν κόλπον, ὅπου θὰ καθορισθῇ ἡ θέσις τῆς τοποθετήσεως φανοῦ τινος. (28, 1153, 297, 1291)
article-heading: Η ΑΦΙΞΙΣ ΤΟΥ κ. ΓΡΥΠΑΡΗ (1200, 728, 1431, 747)
article-subheading: Η ΕΠΙΤΥΧΙΑ ΕΞΗΣΦΑΛΙΣΘΗ (902, 582, 1136, 600)
article-heading: Η ΘΕΣΙΣ (973, 1087, 1066, 1110)
ad-heading: ΕΝΤΕΛΗΣ ΘΕΡΑΠΕΙΑ (618, 901, 849, 924)
ad-heading: ΞΕΝΟΔΟΧΕΙΟΝ ΑΙ ΜΥΚΗΝΑΙ (612, 1392, 854, 1411)
telegram-label: ΑΠ' ΕΥΘΕΙΑΣ (973, 274, 1066, 288)
ad-paragraph: Ὁ διευθυντὴς κ. Λεωνίδας Σακελλαρόπουλος κατέδειξε πᾶσαν προσπάθειαν νὰ τελειοποιήσῃ τὸ ξενοδοχεῖον. (602, 1567, 864, 1635)
ad-heading: ΒΡΑΒΕΥΘΕΝΤΑ (365, 1119, 534, 1142)
divider (879, 514, 1159, 517)
ad-shop-name: ΝΙΚ. ΣΑΡΤΣΕΝΤΟΥ (347, 1205, 552, 1228)
article-paragraph: Οἱ οἰκεῖοι τοῦ ἱερέως ἀντέστησαν κατὰ τῶν ληστῶν. Ἡ κόρη τοῦ ἱερέως πληγωθεῖσα ἐκ τῶν αὐτῶν, φονευθεῖσα κατόπιν. Οἱ χωρικοὶ σπεύσαντες ἐπὶ τόπου ἠναγκάσαν τοὺς λῃστὰς νὰ τραπῶσιν εἰς φυγὴν καὶ ν' ἀφήσωσι τὸν ἱερέα μόνον ληστευθέντα. (1175, 1291, 1456, 1412)
article-subheading: ΤΟΥ ΠΡΟΫΠΟΛΟΓΙΣΜΟΥ (57, 235, 268, 253)
article-heading: ΑΙ ΕΝΕΡΓΕΙΑΙ ΤΟΥ ΚΟΜΙΤΑΤΟΥ (1182, 416, 1450, 435)
divider (1175, 408, 1456, 411)
ad-paragraph: τῶν αἱμορροΐδων ἐσωτερικῶν, ἐξωτερικῶν τῶν νόσων ζωχάδων, καὶ τῆς ἐξ αὐτῶν αἱμορραγίας ὡς καὶ τῶν ἐκ τῆς καταπτώσεως τοῦ στομάχου, οὐρ. δυσπεψιῶν κλπ. ἐπιτυγχάνεται διὰ τοῦ τῶν χηλῶν (καπέδωνα) διὰ τῆς παραδοχῆς τῶν χηλῶν ὑπὸ εἰδικοῦ ἰατροῦ. Διεύθυνσις: ἐν Νεαπόλει, ὁδὸς Σόλωνος ἀριθ. 103 Δ. Μανεά. (602, 929, 864, 1103)
article-paragraph: «Ἐκ τῶν ἀνακοινώσεων, αἵτινες ἐγένοντο μέχρι τῆς στιγμῆς ταύτης, προκύπτει ἀναμφισβητήτως ὅτι ἡ ἀποστολὴ τοῦ πρίγκηπος Γεωργίου θὰ ἔχῃ αἴσιον ἀποτέλεσμα. Ἡ ἀποστολὴ αὕτη ἔνα καὶ μόνον εἶχε σκοπόν, τὴν ὁριστικὴν διευθέτησιν τοῦ Κρητικοῦ ζητήματος, ἤτοι τὴν ἕνωσιν τῆς νήσου μετὰ τῆς Ἑλλάδος. (879, 679, 1159, 835)
